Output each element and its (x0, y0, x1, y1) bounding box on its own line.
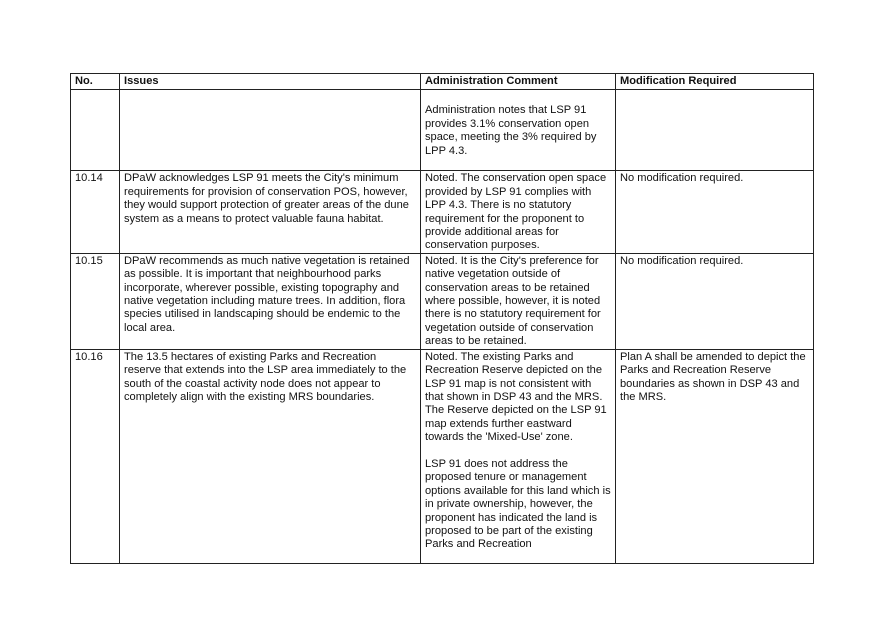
cell-issue: The 13.5 hectares of existing Parks and Recreation reserve that extends into the LSP area immediately to the south of the coastal activity node does not appear to completely align with the existing MRS boundaries. (120, 349, 421, 563)
admin-comment-paragraph: Noted. The conservation open space provided by LSP 91 complies with LPP 4.3. There is no statutory requirement for the proponent to provide additional areas for conservation purposes. (425, 172, 607, 252)
table-row (71, 171, 814, 253)
cell-admin-comment (421, 90, 616, 171)
table-header-row (71, 74, 814, 90)
cell-modification: No modification required. (616, 253, 814, 349)
cell-modification (616, 90, 814, 171)
cell-no: 10.15 (71, 253, 120, 349)
cell-no: 10.14 (71, 171, 120, 253)
admin-comment-paragraph: Noted. It is the City's preference for native vegetation outside of conservation areas to be retained where possible, however, it is noted there is no statutory requirement for vegetation outside of conservation areas to be retained. (425, 254, 601, 348)
cell-no (71, 90, 120, 171)
table-row (71, 90, 814, 171)
admin-comment-paragraph: Administration notes that LSP 91 provides 3.1% conservation open space, meeting the 3% required by LPP 4.3. (425, 104, 597, 157)
cell-no: 10.16 (71, 349, 120, 563)
table-row (71, 253, 814, 349)
cell-admin-comment (421, 171, 616, 253)
admin-comment-paragraph: Noted. The existing Parks and Recreation Reserve depicted on the LSP 91 map is not consistent with that shown in DSP 43 and the MRS. The Reserve depicted on the LSP 91 map extends further eastward towards the 'Mixed-Use' zone. (425, 350, 607, 444)
cell-issue: DPaW acknowledges LSP 91 meets the City's minimum requirements for provision of conservation POS, however, they would support protection of greater areas of the dune system as a means to protect valuable fauna habitat. (120, 171, 421, 253)
header-administration-comment: Administration Comment (421, 74, 616, 90)
cell-issue (120, 90, 421, 171)
cell-admin-comment (421, 253, 616, 349)
header-no: No. (71, 74, 120, 90)
cell-issue: DPaW recommends as much native vegetation is retained as possible. It is important that neighbourhood parks incorporate, wherever possible, existing topography and native vegetation including mature trees. In addition, flora species utilised in landscaping should be endemic to the local area. (120, 253, 421, 349)
header-modification-required: Modification Required (616, 74, 814, 90)
submissions-table (70, 73, 814, 564)
header-issues: Issues (120, 74, 421, 90)
cell-modification: No modification required. (616, 171, 814, 253)
table-row (71, 349, 814, 563)
cell-admin-comment (421, 349, 616, 563)
admin-comment-paragraph: LSP 91 does not address the proposed tenure or management options available for this land which is in private ownership, however, the proponent has indicated the land is proposed to be part of the existing Parks and Recreation (425, 457, 611, 551)
cell-modification: Plan A shall be amended to depict the Parks and Recreation Reserve boundaries as shown in DSP 43 and the MRS. (616, 349, 814, 563)
